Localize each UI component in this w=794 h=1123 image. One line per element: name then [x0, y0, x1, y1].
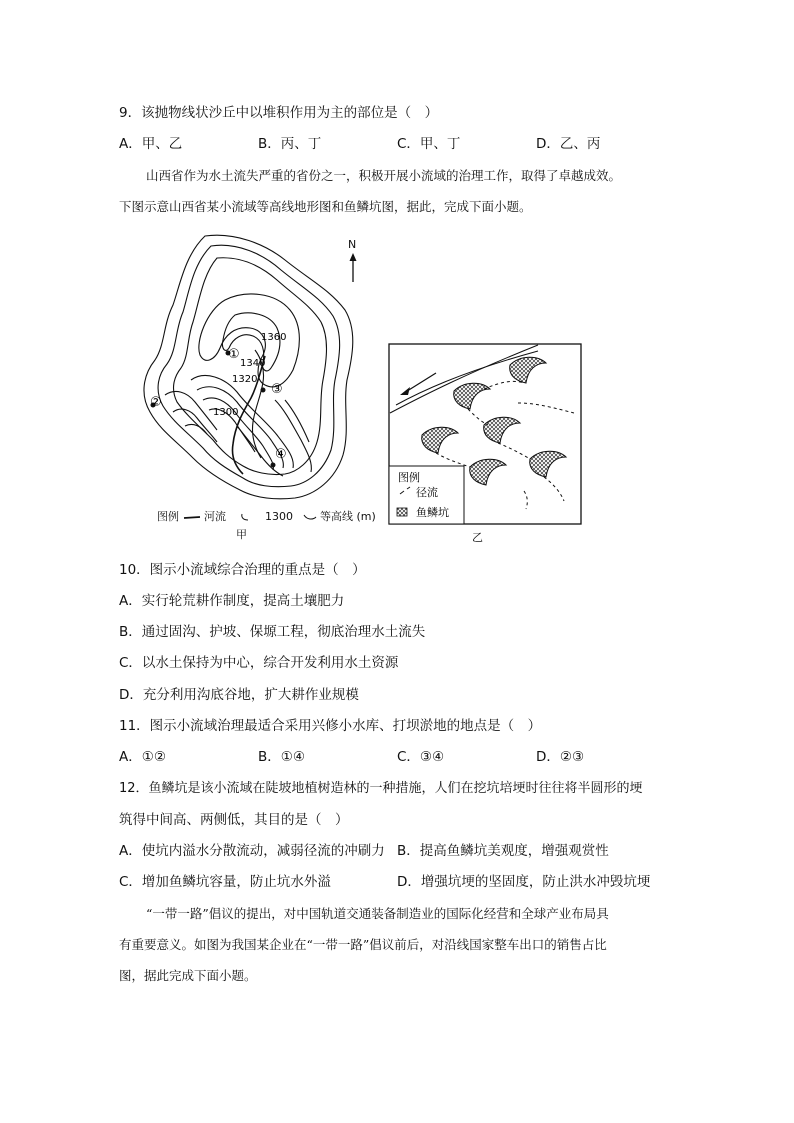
north-label: N: [348, 238, 357, 251]
q10-option-c: C．以水土保持为中心，综合开发利用水土资源: [119, 655, 399, 671]
legend-a-contour-label: 等高线 (m): [320, 510, 376, 523]
contour-label-1340: 1340: [240, 358, 266, 369]
q11-option-c: C．③④: [397, 749, 445, 765]
q12-option-b: B．提高鱼鳞坑美观度，增强观赏性: [397, 843, 609, 859]
site-1: ①: [228, 347, 240, 362]
q9-option-b: B．丙、丁: [258, 136, 322, 152]
q10-option-a: A．实行轮荒耕作制度，提高土壤肥力: [119, 593, 345, 609]
q11-option-d: D．②③: [536, 749, 585, 765]
contour-label-1300: 1300: [213, 407, 239, 418]
intro1-line2: 下图示意山西省某小流域等高线地形图和鱼鳞坑图，据此，完成下面小题。: [119, 199, 532, 214]
q9-stem: 9．该抛物线状沙丘中以堆积作用为主的部位是（ ）: [119, 105, 439, 121]
q9-option-c: C．甲、丁: [397, 136, 461, 152]
q9-option-d: D．乙、丙: [536, 136, 601, 152]
q12-option-c: C．增加鱼鳞坑容量，防止坑水外溢: [119, 874, 331, 890]
q12-option-d: D．增强坑埂的坚固度，防止洪水冲毁坑埂: [397, 874, 651, 890]
site-4: ④: [275, 447, 287, 462]
q11-stem: 11．图示小流域治理最适合采用兴修小水库、打坝淤地的地点是（ ）: [119, 718, 542, 734]
contour-line-icon: [303, 513, 317, 521]
intro2-line2: 有重要意义。如图为我国某企业在“一带一路”倡议前后，对沿线国家整车出口的销售占比: [119, 937, 607, 952]
intro2-line3: 图，据此完成下面小题。: [119, 968, 257, 983]
fish-scale-pit-diagram: [388, 343, 582, 525]
contour-label-1320: 1320: [232, 374, 258, 385]
q10-option-b: B．通过固沟、护坡、保塬工程，彻底治理水土流失: [119, 624, 426, 640]
q11-option-b: B．①④: [258, 749, 305, 765]
legend-a: [157, 508, 376, 524]
intro2-line1: “一带一路”倡议的提出，对中国轨道交通装备制造业的国际化经营和全球产业布局具: [146, 906, 609, 921]
q10-option-d: D．充分利用沟底谷地，扩大耕作业规模: [119, 687, 359, 703]
q12-stem-line2: 筑得中间高、两侧低，其目的是（ ）: [119, 812, 349, 828]
q9-option-a: A．甲、乙: [119, 136, 183, 152]
legend-b-title: 图例: [398, 471, 420, 484]
q12-option-a: A．使坑内溢水分散流动，减弱径流的冲刷力: [119, 843, 385, 859]
legend-a-title: 图例: [157, 510, 179, 523]
site-3: ③: [271, 382, 283, 397]
contour-map: [125, 230, 375, 530]
legend-a-contour-value: 1300: [265, 510, 293, 523]
caption-a: 甲: [236, 528, 247, 541]
q12-stem-line1: 12．鱼鳞坑是该小流域在陡坡地植树造林的一种措施，人们在挖坑培埂时往往将半圆形的埂: [119, 781, 643, 796]
contour-label-1360: 1360: [261, 332, 287, 343]
river-symbol-icon: [183, 513, 201, 521]
legend-b-pit: 鱼鳞坑: [416, 506, 449, 519]
legend-b-runoff: 径流: [416, 486, 438, 499]
caption-b: 乙: [472, 531, 483, 544]
intro1-line1: 山西省作为水土流失严重的省份之一，积极开展小流域的治理工作，取得了卓越成效。: [146, 168, 622, 183]
site-2: ②: [150, 395, 162, 410]
north-arrow-icon: [347, 252, 359, 284]
legend-a-river: 河流: [204, 510, 226, 523]
q11-option-a: A．①②: [119, 749, 166, 765]
q10-stem: 10．图示小流域综合治理的重点是（ ）: [119, 562, 366, 578]
contour-symbol-icon: [238, 512, 262, 522]
